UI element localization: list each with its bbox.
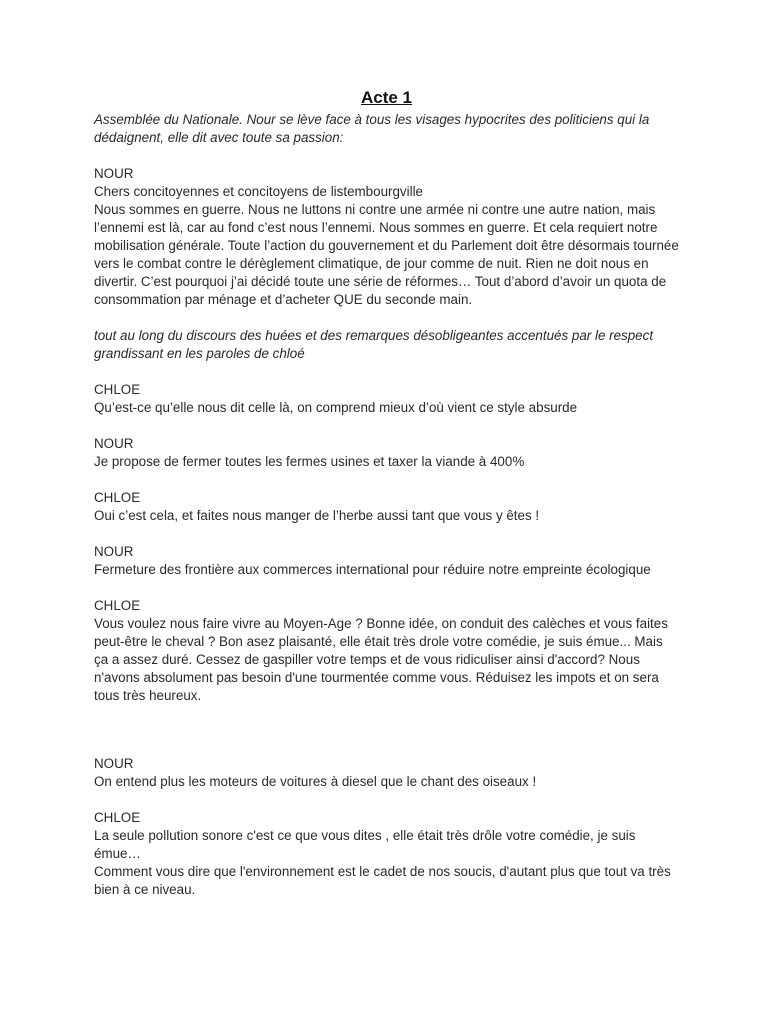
document-page xyxy=(94,88,679,899)
speech-block-nour-3 xyxy=(94,543,679,579)
speech-line: Vous voulez nous faire vivre au Moyen-Age ? Bonne idée, on conduit des calèches et vous faites peut-être le cheval ? Bon asez plaisanté, elle était très drole votre comédie, je suis émue... Mais ça a assez duré. Cessez de gaspiller votre temps et de vous ridiculiser ainsi d'accord? Nous n'avons absolument pas besoin d'une tourmentée comme vous. Réduisez les impots et on sera tous très heureux. xyxy=(94,616,668,703)
act-title: Acte 1 xyxy=(360,88,413,107)
speech-line: La seule pollution sonore c'est ce que vous dites , elle était très drôle votre comédie, je suis émue… xyxy=(94,828,636,861)
speaker-name: CHLOE xyxy=(94,382,141,397)
speaker-name: NOUR xyxy=(94,436,134,451)
spacer xyxy=(94,525,679,543)
speaker-name: CHLOE xyxy=(94,490,141,505)
spacer xyxy=(94,471,679,489)
spacer xyxy=(94,309,679,327)
speaker-name: NOUR xyxy=(94,544,134,559)
speech-line: Fermeture des frontière aux commerces international pour réduire notre empreinte écologique xyxy=(94,562,651,577)
stage-direction-intro: Assemblée du Nationale. Nour se lève face à tous les visages hypocrites des politiciens qui la dédaignent, elle dit avec toute sa passion: xyxy=(94,112,650,145)
speech-line: Comment vous dire que l'environnement est le cadet de nos soucis, d'autant plus que tout va très bien à ce niveau. xyxy=(94,864,671,897)
speaker-name: CHLOE xyxy=(94,598,141,613)
speech-block-chloe-1 xyxy=(94,381,679,417)
spacer xyxy=(94,705,679,755)
speech-line: Je propose de fermer toutes les fermes usines et taxer la viande à 400% xyxy=(94,454,525,469)
spacer xyxy=(94,147,679,165)
speaker-name: NOUR xyxy=(94,166,134,181)
spacer xyxy=(94,791,679,809)
speech-line: Chers concitoyennes et concitoyens de listembourgville xyxy=(94,184,423,199)
speech-block-chloe-2 xyxy=(94,489,679,525)
speech-block-nour-4 xyxy=(94,755,679,791)
speech-line: On entend plus les moteurs de voitures à diesel que le chant des oiseaux ! xyxy=(94,774,537,789)
speech-block-chloe-3 xyxy=(94,597,679,705)
speech-block-chloe-4 xyxy=(94,809,679,899)
speaker-name: CHLOE xyxy=(94,810,141,825)
spacer xyxy=(94,417,679,435)
speech-line: Qu’est-ce qu’elle nous dit celle là, on comprend mieux d’où vient ce style absurde xyxy=(94,400,578,415)
speaker-name: NOUR xyxy=(94,756,134,771)
spacer xyxy=(94,363,679,381)
spacer xyxy=(94,579,679,597)
stage-direction-2: tout au long du discours des huées et des remarques désobligeantes accentués par le respect grandissant en les paroles de chloé xyxy=(94,328,654,361)
speech-line: Oui c’est cela, et faites nous manger de l’herbe aussi tant que vous y êtes ! xyxy=(94,508,540,523)
speech-block-nour-2 xyxy=(94,435,679,471)
speech-block-nour-1 xyxy=(94,165,679,309)
speech-line: Nous sommes en guerre. Nous ne luttons ni contre une armée ni contre une autre nation, mais l’ennemi est là, car au fond c’est nous l’ennemi. Nous sommes en guerre. Et cela requiert notre mobilisation générale. Toute l’action du gouvernement et du Parlement doit être désormais tournée vers le combat contre le dérèglement climatique, de jour comme de nuit. Rien ne doit nous en divertir. C’est pourquoi j’ai décidé toute une série de réformes… Tout d’abord d’avoir un quota de consommation par ménage et d’acheter QUE du seconde main. xyxy=(94,202,679,307)
